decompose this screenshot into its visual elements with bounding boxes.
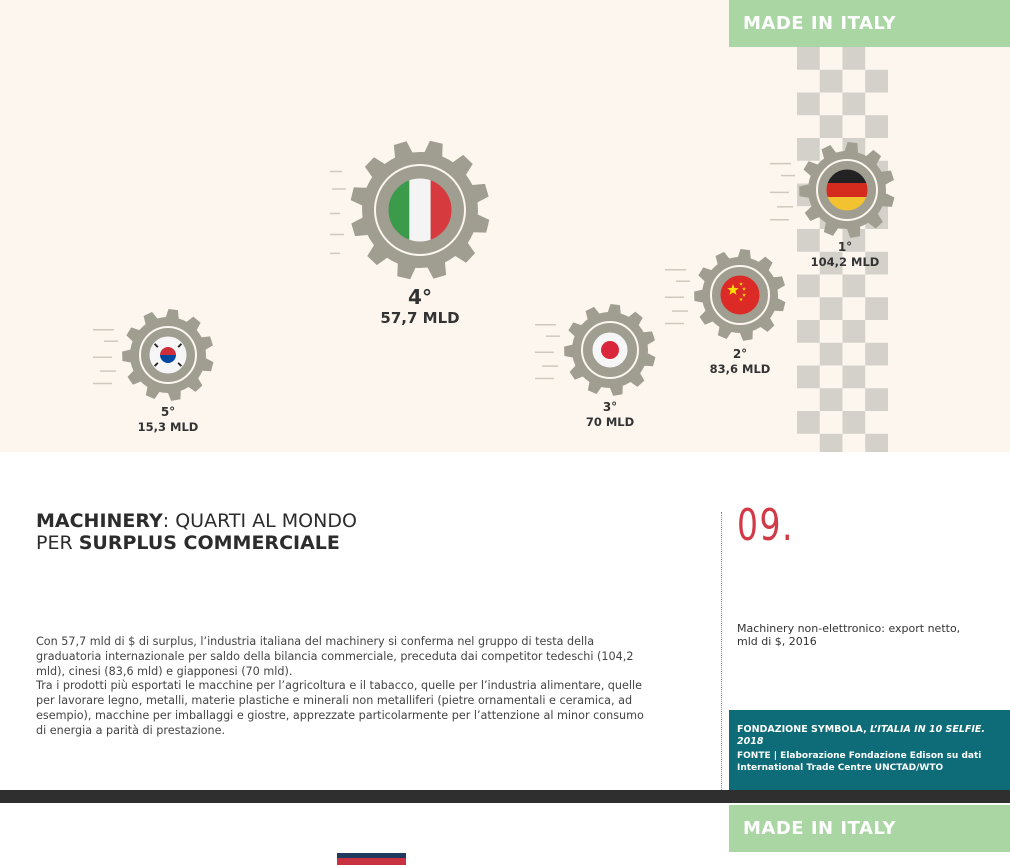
page-separator-bar	[0, 790, 1010, 803]
body-paragraph-1: Con 57,7 mld di $ di surplus, l’industria italiana del machinery si conferma nel gruppo di testa della graduatoria internazionale per saldo della bilancia commerciale, preceduta dai competitor tedeschi (104,2 mld), cinesi (83,6 mld) e giapponesi (70 mld).	[36, 635, 634, 678]
south-korea-flag-gear-icon	[93, 305, 243, 405]
title-bold-1: MACHINERY	[36, 510, 163, 532]
japan-flag-gear-icon	[535, 300, 685, 400]
source-fonte: FONTE | Elaborazione Fondazione Edison su dati International Trade Centre UNCTAD/WTO	[737, 751, 982, 773]
gear-south-korea	[93, 305, 243, 440]
title-bold-2: SURPLUS COMMERCIALE	[78, 532, 340, 554]
gear-china	[665, 245, 815, 380]
body-text	[36, 635, 646, 739]
next-page-graphic-icon	[337, 853, 406, 865]
amount-label: 83,6 MLD	[709, 362, 771, 376]
body-paragraph-2: Tra i prodotti più esportati le macchine per l’agricoltura e il tabacco, quelle per l’industria alimentare, quelle per lavorare legno, metalli, materie plastiche e minerali non metalliferi (pietre ornamentali e ceramica, ad esempio), macchine per imballaggi e giostre, apprezzate particolarmente per l’attenzione al minor consumo di energia a parità di prestazione.	[36, 679, 644, 737]
amount-label: 15,3 MLD	[137, 420, 199, 434]
source-box	[729, 710, 1010, 790]
page-number: 09.	[737, 500, 794, 551]
source-publication	[737, 724, 1002, 748]
source-org: FONDAZIONE SYMBOLA,	[737, 724, 870, 735]
gear-italy	[330, 135, 510, 335]
source-title: L’ITALIA IN 10 SELFIE. 2018	[737, 724, 986, 747]
made-in-italy-badge-next: MADE IN ITALY	[729, 805, 1010, 852]
title-light-2: PER	[36, 532, 79, 554]
dotted-divider	[721, 512, 722, 790]
rank-label: 2°	[732, 347, 748, 361]
chart-caption: Machinery non-elettronico: export netto, mld di $, 2016	[737, 622, 961, 648]
amount-label: 104,2 MLD	[810, 255, 880, 269]
amount-label: 70 MLD	[585, 415, 635, 429]
gear-japan	[535, 300, 685, 435]
china-flag-gear-icon	[665, 245, 815, 345]
amount-label: 57,7 MLD	[380, 309, 460, 327]
germany-flag-gear-icon	[770, 140, 920, 240]
title-light-1: : QUARTI AL MONDO	[162, 510, 357, 532]
page-title	[36, 510, 456, 554]
rank-label: 1°	[837, 240, 853, 254]
made-in-italy-badge: MADE IN ITALY	[729, 0, 1010, 47]
rank-label: 5°	[160, 405, 176, 419]
italy-flag-gear-icon	[330, 135, 510, 285]
rank-label: 3°	[602, 400, 618, 414]
rank-label: 4°	[408, 285, 432, 309]
